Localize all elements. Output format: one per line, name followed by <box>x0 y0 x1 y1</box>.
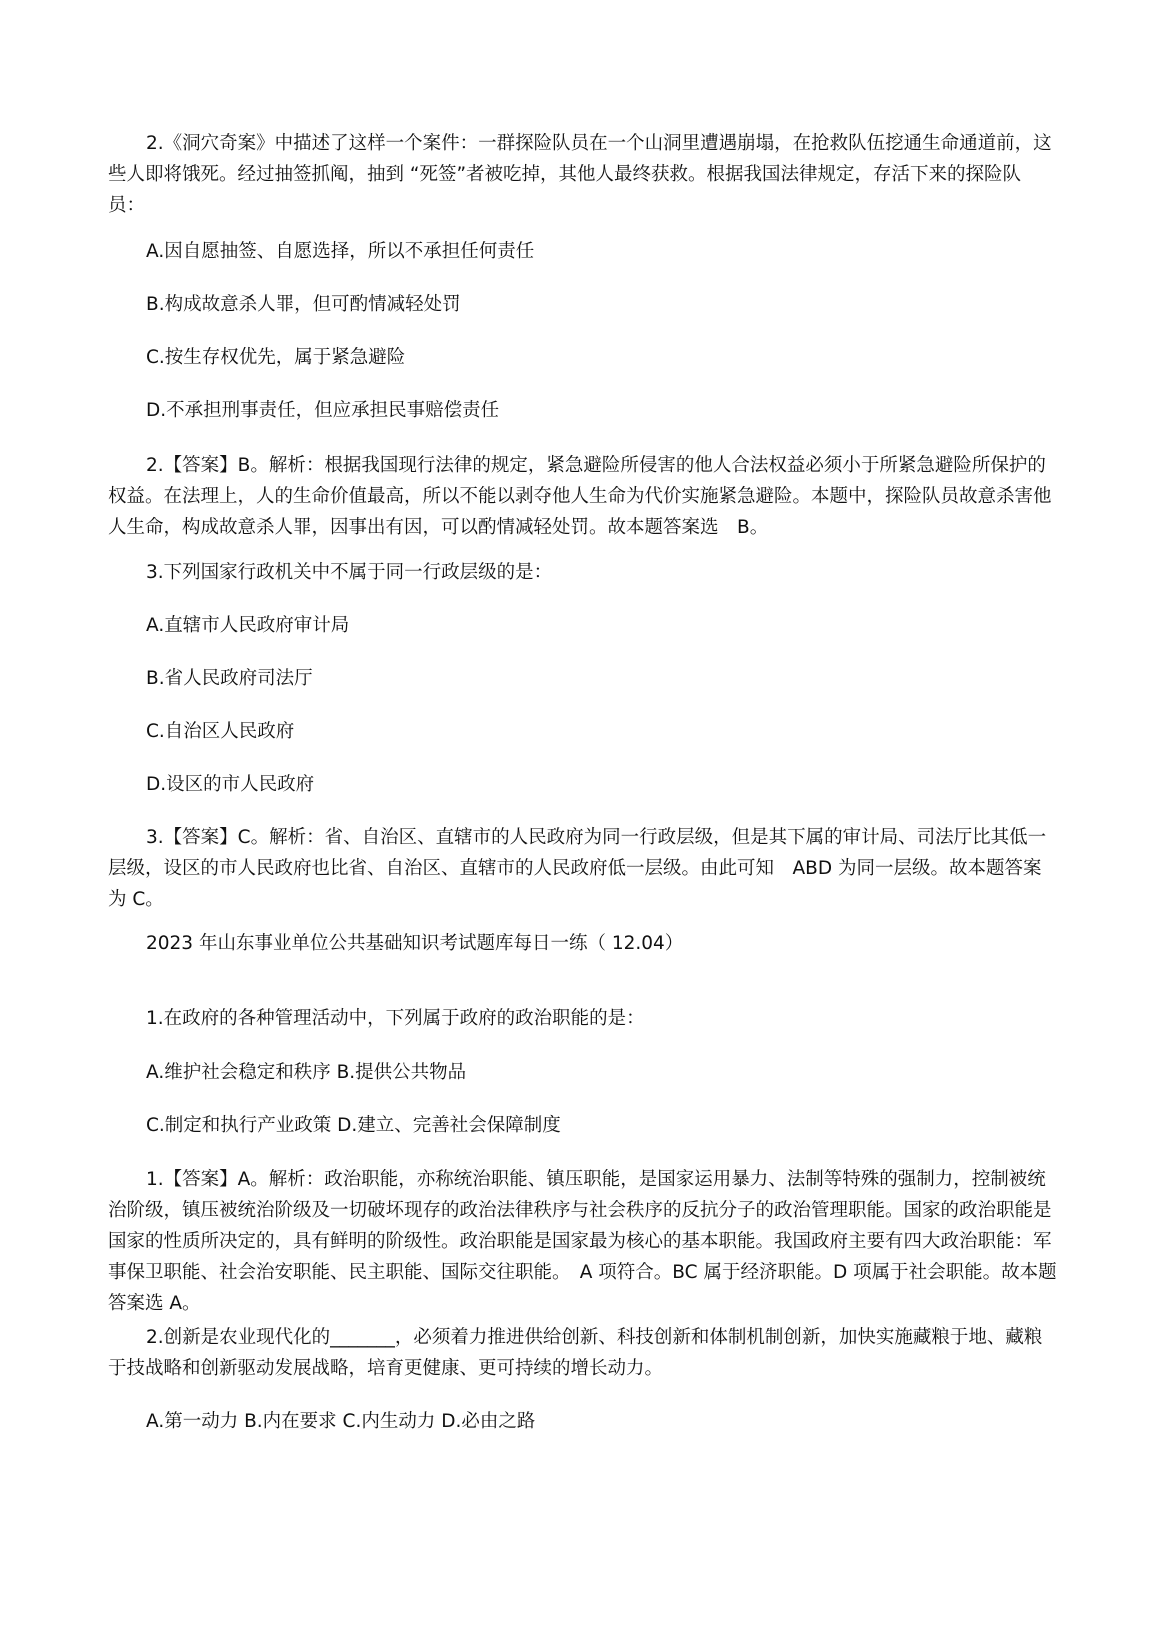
question-3-text: 3.下列国家行政机关中不属于同一行政层级的是： <box>146 562 553 583</box>
question-3-answer: 3.【答案】C。解析：省、自治区、直辖市的人民政府为同一行政层级，但是其下属的审计局、司法厅比其低一层级，设区的市人民政府也比省、自治区、直辖市的人民政府低一层级。由此可知 ABD 为同一层级。故本题答案为 C。 <box>108 827 1047 910</box>
question-3-option-b: B.省人民政府司法厅 <box>146 668 313 689</box>
question-3-option-d: D.设区的市人民政府 <box>146 774 315 795</box>
part2-question-1-options-line1: A.维护社会稳定和秩序 B.提供公共物品 <box>146 1062 467 1083</box>
question-2-option-c: C.按生存权优先，属于紧急避险 <box>146 347 406 368</box>
question-3-option-c: C.自治区人民政府 <box>146 721 295 742</box>
question-2-option-a: A.因自愿抽签、自愿选择，所以不承担任何责任 <box>146 241 535 262</box>
part2-question-1-options-line2: C.制定和执行产业政策 D.建立、完善社会保障制度 <box>146 1115 561 1136</box>
question-2-option-d: D.不承担刑事责任，但应承担民事赔偿责任 <box>146 400 500 421</box>
question-2-text: 2.《洞穴奇案》中描述了这样一个案件：一群探险队员在一个山洞里遭遇崩塌，在抢救队伍挖通生命通道前，这些人即将饿死。经过抽签抓阄，抽到 “死签”者被吃掉，其他人最终获救。根据我国法律规定，存活下来的探险队员： <box>108 133 1052 216</box>
part2-question-2-options: A.第一动力 B.内在要求 C.内生动力 D.必由之路 <box>146 1411 536 1432</box>
part2-question-1-answer: 1.【答案】A。解析：政治职能，亦称统治职能、镇压职能，是国家运用暴力、法制等特殊的强制力，控制被统治阶级，镇压被统治阶级及一切破坏现存的政治法律秩序与社会秩序的反抗分子的政治管理职能。国家的政治职能是国家的性质所决定的，具有鲜明的阶级性。政治职能是国家最为核心的基本职能。我国政府主要有四大政治职能：军事保卫职能、社会治安职能、民主职能、国际交往职能。 A 项符合。BC 属于经济职能。D 项属于社会职能。故本题答案选 A。 <box>108 1169 1057 1314</box>
question-3-option-a: A.直辖市人民政府审计局 <box>146 615 350 636</box>
section-heading: 2023 年山东事业单位公共基础知识考试题库每日一练（ 12.04） <box>146 933 684 954</box>
part2-question-2-text: 2.创新是农业现代化的_______，必须着力推进供给创新、科技创新和体制机制创新，加快实施藏粮于地、藏粮于技战略和创新驱动发展战略，培育更健康、更可持续的增长动力。 <box>108 1327 1043 1379</box>
question-2-answer: 2.【答案】B。解析：根据我国现行法律的规定，紧急避险所侵害的他人合法权益必须小于所紧急避险所保护的权益。在法理上，人的生命价值最高，所以不能以剥夺他人生命为代价实施紧急避险。本题中，探险队员故意杀害他人生命，构成故意杀人罪，因事出有因，可以酌情减轻处罚。故本题答案选 B。 <box>108 455 1052 538</box>
question-2-option-b: B.构成故意杀人罪，但可酌情减轻处罚 <box>146 294 461 315</box>
part2-question-1-text: 1.在政府的各种管理活动中，下列属于政府的政治职能的是： <box>146 1008 645 1029</box>
